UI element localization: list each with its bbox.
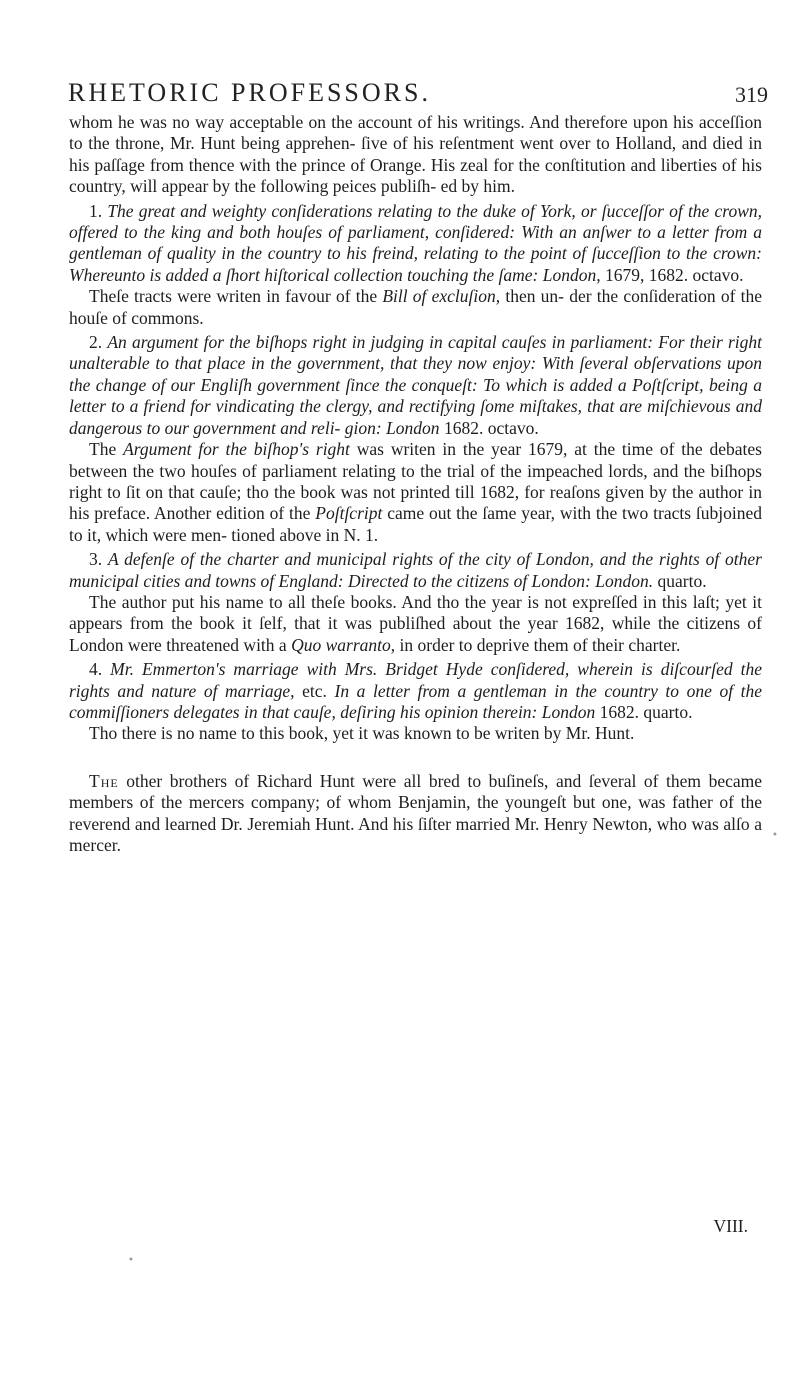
bibliography-entry-3 (69, 549, 762, 592)
entry-number: 1. (89, 200, 103, 221)
text-run: etc. (302, 680, 327, 701)
ink-speck: • (128, 1255, 134, 1266)
running-head (68, 78, 768, 108)
bibliography-entry-4 (69, 659, 762, 723)
paragraph-opening: whom he was no way acceptable on the account of his writings. And therefore upon his acceſſion to the throne, Mr. Hunt being apprehen- ſive of his reſentment went over to Holland, and died in his paſſage from thence with the prince of Orange. His zeal for the conſtitution and liberties of his country, will appear by the following peices publiſh- ed by him. (69, 112, 762, 197)
text-run: The (89, 439, 117, 460)
italic-run: Poſtſcript (315, 503, 383, 524)
text-run: other brothers of Richard Hunt were all bred to buſineſs, and ſeveral of them became members of the mercers company; of whom Benjamin, the youngeſt but one, was father of the reverend and learned Dr. Jeremiah Hunt. And his ſiſter married Mr. Henry Newton, who was alſo a mercer. (69, 770, 762, 855)
running-title: RHETORIC PROFESSORS. (68, 78, 431, 107)
text-run: came out the ſame year, with the two tracts ſubjoined to it, which were men- tioned above in N. 1. (69, 503, 762, 545)
entry-imprint: 1682. quarto. (599, 701, 693, 722)
paragraph-entry-1-note (69, 286, 762, 329)
entry-title: A defenſe of the charter and municipal rights of the city of London, and the rights of other municipal cities and towns of England: Directed to the citizens of London: London. (69, 549, 762, 591)
text-run: was writen in the year 1679, at the time of the debates between the two houſes of parliament relating to the trial of the impeached lords, and the biſhops right to ſit on that cauſe; tho the book was not printed till 1682, for reaſons given by the author in his preface. Another edition of the (69, 439, 762, 524)
entry-imprint: quarto. (657, 570, 707, 591)
italic-run: Quo warranto, (291, 634, 396, 655)
text-run: Theſe tracts were writen in favour of the (89, 286, 378, 307)
entry-title: The great and weighty conſiderations relating to the duke of York, or ſucceſſor of the crown, offered to the king and both houſes of parliament, conſidered: With an anſwer to a letter from a gentleman of quality in the country to his freind, relating to the point of ſucceſſion to the crown: Whereunto is added a ſhort hiſtorical collection touching the ſame: London, (69, 200, 762, 285)
italic-run: Bill of excluſion, (382, 286, 501, 307)
ink-speck: • (772, 830, 778, 841)
text-run: The author put his name to all theſe books. And tho the year is not expreſſed in this laſt; yet it appears from the book it ſelf, that it was publiſhed about the year 1682, while the citizens of London were threatened with a (69, 591, 762, 655)
paragraph-entry-3-note (69, 592, 762, 656)
entry-number: 2. (89, 332, 103, 353)
italic-run: Argument for the biſhop's right (123, 439, 350, 460)
body-text (69, 112, 762, 856)
paragraph-entry-4-note: Tho there is no name to this book, yet it was known to be writen by Mr. Hunt. (89, 723, 635, 744)
page-number: 319 (735, 82, 768, 107)
bibliography-entry-2 (69, 332, 762, 439)
entry-title: Mr. Emmerton's marriage with Mrs. Bridget Hyde conſidered, wherein is diſcourſed the rights and nature of marriage, (69, 659, 763, 701)
entry-imprint: 1679, 1682. octavo. (604, 264, 744, 285)
small-caps-lead: The (89, 770, 119, 791)
paragraph-brothers (69, 771, 762, 857)
text-run: then un- der the conſideration of the houſe of commons. (69, 286, 763, 328)
entry-number: 4. (89, 659, 103, 680)
catchword: VIII. (713, 1216, 748, 1236)
text-run: in order to deprive them of their charter. (399, 634, 681, 655)
entry-title: An argument for the biſhops right in judging in capital cauſes in parliament: For their right unalterable to that place in the government, that they now enjoy: With ſeveral obſervations upon the change of our Engliſh government ſince the conqueſt: To which is added a Poſtſcript, being a letter to a friend for vindicating the clergy, and rectifying ſome miſtakes, that are miſchievous and dangerous to our government and reli- gion: London (69, 332, 763, 438)
paragraph-entry-2-note (69, 439, 762, 546)
bibliography-entry-1 (69, 201, 762, 287)
entry-imprint: 1682. octavo. (443, 417, 539, 438)
entry-title-continued: In a letter from a gentleman in the country to one of the commiſſioners delegates in that cauſe, deſiring his opinion therein: London (69, 680, 763, 722)
entry-number: 3. (89, 549, 103, 570)
